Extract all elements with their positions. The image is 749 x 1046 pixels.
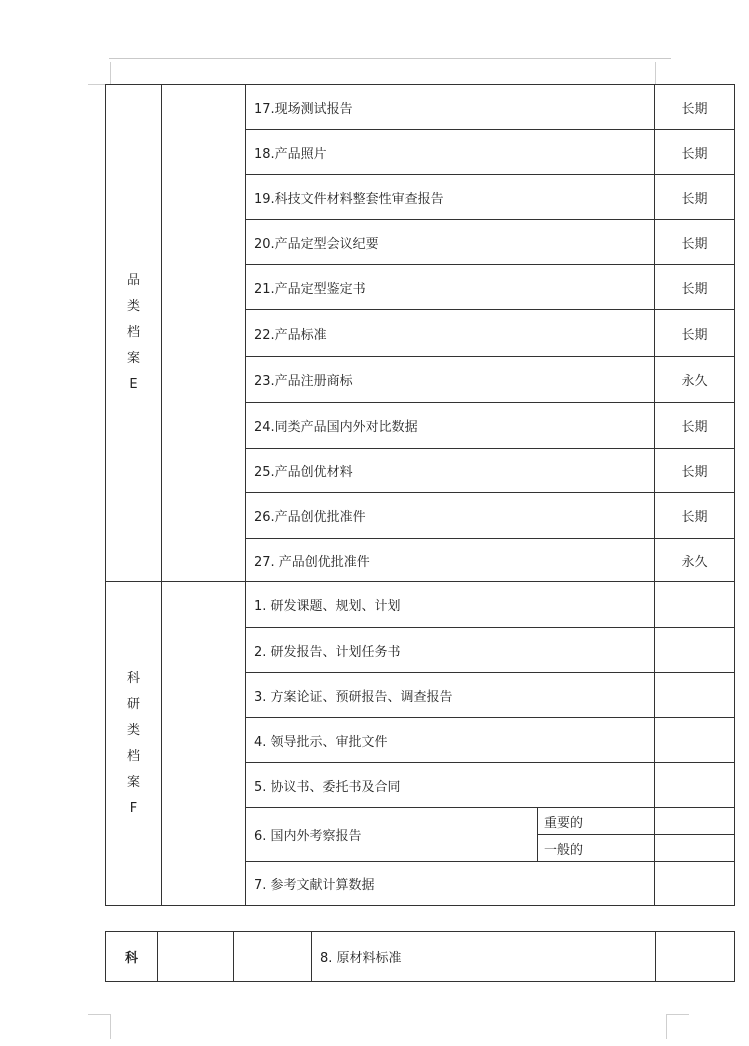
item-cell: 27. 产品创优批准件 [246, 539, 655, 582]
item-cell: 23.产品注册商标 [246, 357, 655, 403]
margin-corner-bottom-left [88, 1014, 111, 1039]
item-cell: 2. 研发报告、计划任务书 [246, 628, 655, 673]
table-row [106, 85, 735, 130]
retention-cell: 长期 [655, 403, 735, 449]
item-cell: 21.产品定型鉴定书 [246, 265, 655, 310]
retention-cell: 长期 [655, 493, 735, 539]
retention-cell: 长期 [655, 85, 735, 130]
item-cell: 25.产品创优材料 [246, 449, 655, 493]
retention-cell [655, 718, 735, 763]
retention-cell [655, 582, 735, 628]
archive-retention-table [105, 84, 735, 906]
item-cell: 7. 参考文献计算数据 [246, 862, 655, 906]
retention-cell: 长期 [655, 175, 735, 220]
table-row [106, 582, 735, 628]
margin-corner-top-right [655, 62, 678, 85]
table-row [106, 932, 735, 982]
retention-cell: 长期 [655, 449, 735, 493]
item-cell: 8. 原材料标准 [312, 932, 656, 982]
retention-cell [655, 763, 735, 808]
retention-cell: 长期 [655, 130, 735, 175]
section-label-e: 品 类 档 案 E [106, 85, 162, 582]
item-cell: 17.现场测试报告 [246, 85, 655, 130]
item-cell: 3. 方案论证、预研报告、调查报告 [246, 673, 655, 718]
item-cell: 26.产品创优批准件 [246, 493, 655, 539]
item-cell: 22.产品标准 [246, 310, 655, 357]
item-cell: 20.产品定型会议纪要 [246, 220, 655, 265]
retention-cell: 长期 [655, 220, 735, 265]
margin-corner-bottom-right [666, 1014, 689, 1039]
item-cell: 4. 领导批示、审批文件 [246, 718, 655, 763]
retention-cell [655, 673, 735, 718]
retention-cell: 长期 [655, 265, 735, 310]
blank-cell [162, 85, 246, 582]
retention-cell [655, 862, 735, 906]
retention-cell [655, 835, 735, 862]
retention-cell: 长期 [655, 310, 735, 357]
item-cell: 5. 协议书、委托书及合同 [246, 763, 655, 808]
item-cell: 18.产品照片 [246, 130, 655, 175]
retention-cell: 永久 [655, 539, 735, 582]
sub-category-general: 一般的 [538, 835, 655, 862]
retention-cell [655, 628, 735, 673]
retention-cell [656, 932, 735, 982]
item-cell: 6. 国内外考察报告 [246, 808, 538, 862]
section-label-f: 科 研 类 档 案 F [106, 582, 162, 906]
blank-cell [158, 932, 234, 982]
item-cell: 24.同类产品国内外对比数据 [246, 403, 655, 449]
item-cell: 19.科技文件材料整套性审查报告 [246, 175, 655, 220]
blank-cell [234, 932, 312, 982]
page-header-rule [109, 58, 671, 59]
section-label-continued: 科 [106, 932, 158, 982]
retention-cell: 永久 [655, 357, 735, 403]
blank-cell [162, 582, 246, 906]
item-cell: 1. 研发课题、规划、计划 [246, 582, 655, 628]
margin-corner-top-left [88, 62, 111, 85]
archive-continuation-table [105, 931, 735, 982]
sub-category-important: 重要的 [538, 808, 655, 835]
retention-cell [655, 808, 735, 835]
